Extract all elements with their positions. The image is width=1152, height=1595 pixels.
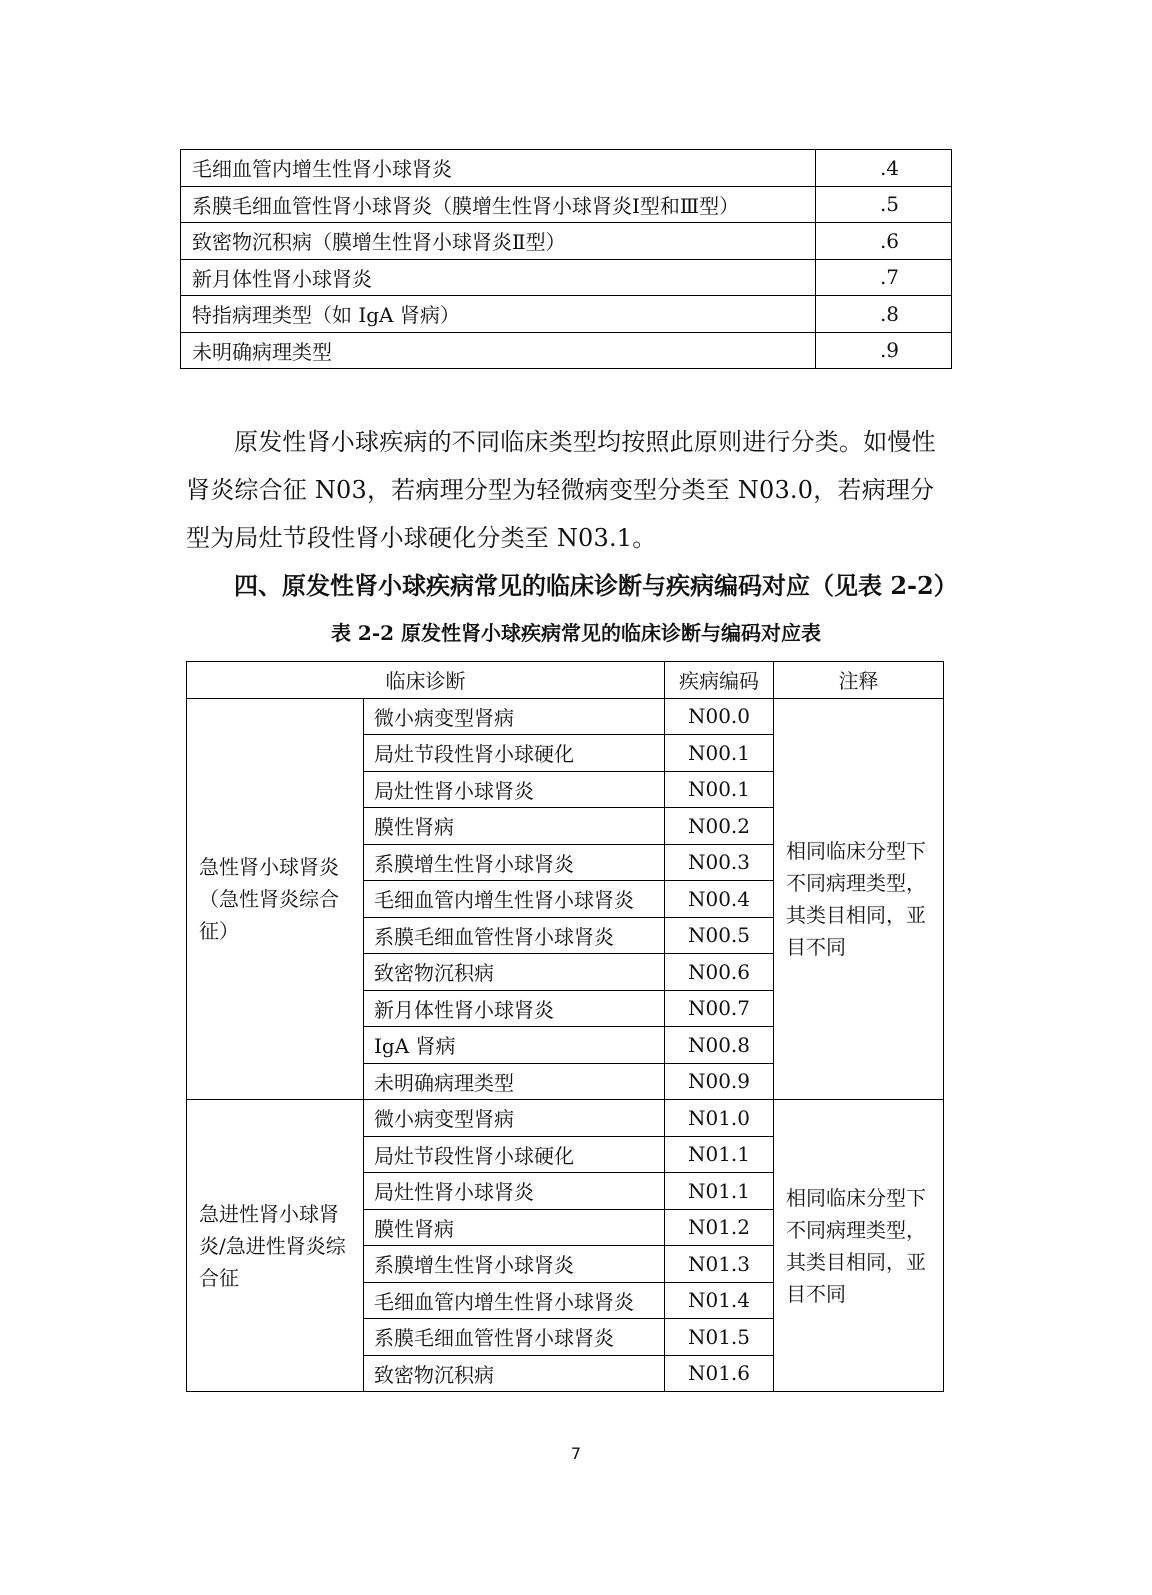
disease-code: N01.1 [665,1136,774,1173]
sub-diagnosis: 系膜毛细血管性肾小球肾炎 [364,917,665,954]
disease-code: N00.1 [665,735,774,772]
subcode: .4 [816,150,952,187]
disease-code: N00.4 [665,881,774,918]
subcode: .7 [816,259,952,296]
sub-diagnosis: 微小病变型肾病 [364,1100,665,1137]
pathology-name: 未明确病理类型 [181,332,816,369]
disease-code: N00.7 [665,990,774,1027]
sub-diagnosis: 局灶性肾小球肾炎 [364,771,665,808]
sub-diagnosis: 局灶节段性肾小球硬化 [364,735,665,772]
group-note: 相同临床分型下不同病理类型，其类目相同，亚目不同 [774,1100,944,1392]
subcode: .6 [816,223,952,260]
disease-code: N00.9 [665,1063,774,1100]
sub-diagnosis: 新月体性肾小球肾炎 [364,990,665,1027]
subcode: .8 [816,296,952,333]
table-row [181,223,952,260]
group-name: 急性肾小球肾炎（急性肾炎综合征） [187,698,364,1100]
body-paragraph: 原发性肾小球疾病的不同临床类型均按照此原则进行分类。如慢性肾炎综合征 N03，若病理分型为轻微病变型分类至 N03.0，若病理分型为局灶节段性肾小球硬化分类至 N03.1。 [186,428,936,552]
pathology-name: 特指病理类型（如 IgA 肾病） [181,296,816,333]
disease-code: N00.3 [665,844,774,881]
page-number: 7 [570,1444,582,1463]
disease-code: N01.4 [665,1282,774,1319]
sub-diagnosis: 微小病变型肾病 [364,698,665,735]
disease-code: N01.5 [665,1319,774,1356]
header-code: 疾病编码 [665,662,774,699]
table-row [187,698,944,735]
continuation-table [180,149,952,369]
sub-diagnosis: 致密物沉积病 [364,1355,665,1392]
sub-diagnosis: 毛细血管内增生性肾小球肾炎 [364,1282,665,1319]
sub-diagnosis: IgA 肾病 [364,1027,665,1064]
sub-diagnosis: 未明确病理类型 [364,1063,665,1100]
disease-code: N00.6 [665,954,774,991]
sub-diagnosis: 膜性肾病 [364,1209,665,1246]
table-caption: 表 2-2 原发性肾小球疾病常见的临床诊断与编码对应表 [330,621,822,645]
sub-diagnosis: 系膜增生性肾小球肾炎 [364,1246,665,1283]
disease-code: N00.2 [665,808,774,845]
disease-code: N01.1 [665,1173,774,1210]
pathology-name: 系膜毛细血管性肾小球肾炎（膜增生性肾小球肾炎Ⅰ型和Ⅲ型） [181,186,816,223]
group-name: 急进性肾小球肾炎/急进性肾炎综合征 [187,1100,364,1392]
disease-code: N01.0 [665,1100,774,1137]
pathology-name: 毛细血管内增生性肾小球肾炎 [181,150,816,187]
subcode: .9 [816,332,952,369]
header-note: 注释 [774,662,944,699]
table-row [181,259,952,296]
sub-diagnosis: 系膜毛细血管性肾小球肾炎 [364,1319,665,1356]
table-header-row [187,662,944,699]
sub-diagnosis: 毛细血管内增生性肾小球肾炎 [364,881,665,918]
pathology-name: 新月体性肾小球肾炎 [181,259,816,296]
diagnosis-code-table [186,661,944,1392]
sub-diagnosis: 膜性肾病 [364,808,665,845]
sub-diagnosis: 系膜增生性肾小球肾炎 [364,844,665,881]
sub-diagnosis: 局灶节段性肾小球硬化 [364,1136,665,1173]
table-row [181,296,952,333]
group-note: 相同临床分型下不同病理类型，其类目相同，亚目不同 [774,698,944,1100]
table-row [181,150,952,187]
sub-diagnosis: 致密物沉积病 [364,954,665,991]
table-row [181,186,952,223]
pathology-name: 致密物沉积病（膜增生性肾小球肾炎Ⅱ型） [181,223,816,260]
disease-code: N00.5 [665,917,774,954]
section-heading: 四、原发性肾小球疾病常见的临床诊断与疾病编码对应（见表 2-2） [234,571,958,600]
table-row [181,332,952,369]
disease-code: N00.1 [665,771,774,808]
header-diagnosis: 临床诊断 [187,662,665,699]
disease-code: N01.2 [665,1209,774,1246]
sub-diagnosis: 局灶性肾小球肾炎 [364,1173,665,1210]
disease-code: N00.8 [665,1027,774,1064]
disease-code: N01.3 [665,1246,774,1283]
subcode: .5 [816,186,952,223]
table-row [187,1100,944,1137]
disease-code: N00.0 [665,698,774,735]
disease-code: N01.6 [665,1355,774,1392]
